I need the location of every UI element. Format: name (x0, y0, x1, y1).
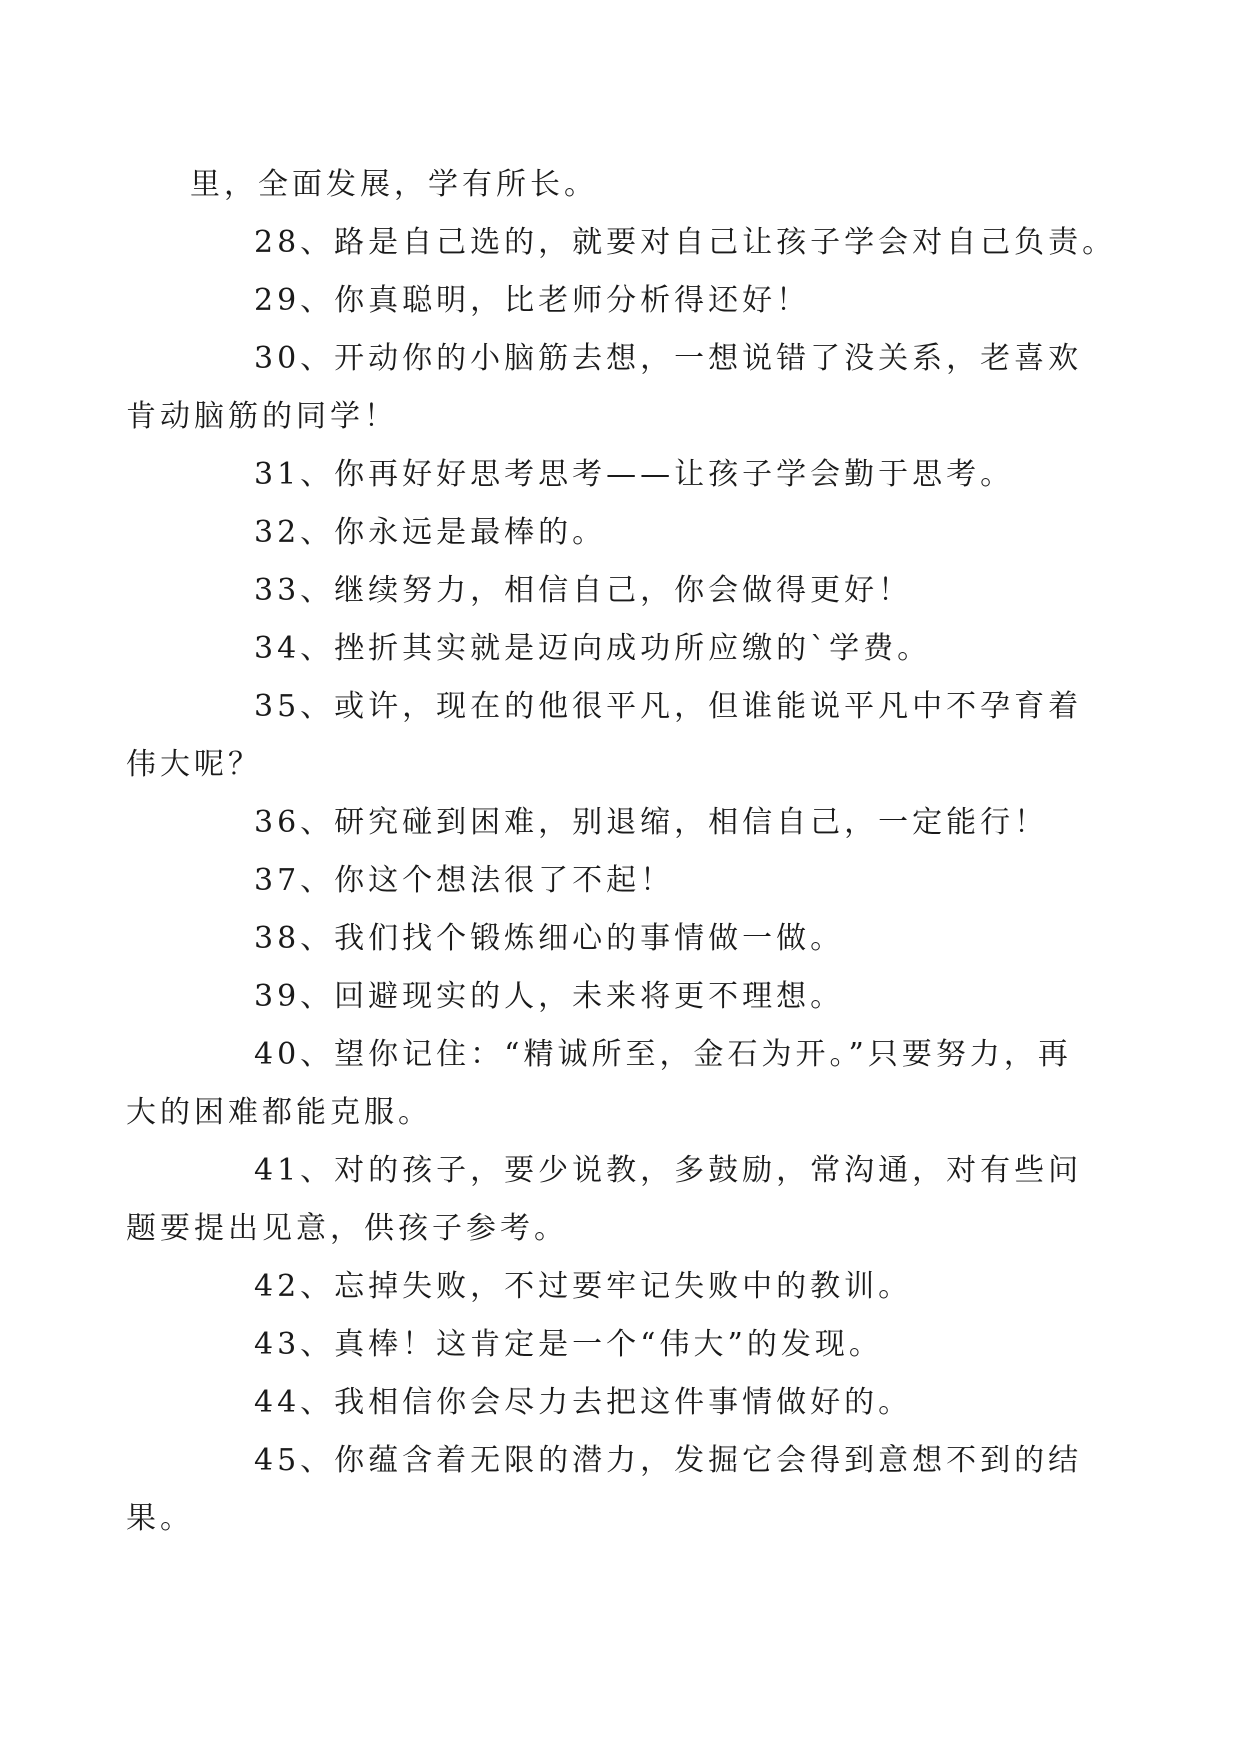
text-line: 42、忘掉失败，不过要牢记失败中的教训。 (254, 1269, 913, 1304)
text-line: 39、回避现实的人，未来将更不理想。 (254, 979, 845, 1014)
text-line: 36、研究碰到困难，别退缩，相信自己，一定能行！ (254, 805, 1049, 840)
list-item-39 (190, 968, 1060, 1026)
text-line: 45、你蕴含着无限的潜力，发掘它会得到意想不到的结 (254, 1443, 1083, 1478)
list-item-33 (190, 562, 1060, 620)
list-item-34 (190, 620, 1060, 678)
list-item-40 (126, 1026, 1072, 1142)
list-item-35 (126, 678, 1083, 794)
text-line: 29、你真聪明，比老师分析得还好！ (254, 283, 811, 318)
text-line: 28、路是自己选的，就要对自己让孩子学会对自己负责。 (254, 225, 1117, 260)
list-item-29 (190, 272, 1060, 330)
paragraph-continued (190, 156, 1060, 214)
list-item-30 (126, 330, 1083, 446)
list-item-42 (190, 1258, 1060, 1316)
text-line: 34、挫折其实就是迈向成功所应缴的`学费。 (254, 631, 932, 666)
list-item-43 (190, 1316, 1060, 1374)
list-item-28 (190, 214, 1117, 272)
text-line: 里，全面发展，学有所长。 (190, 167, 598, 202)
text-line: 41、对的孩子，要少说教，多鼓励，常沟通，对有些问 (254, 1153, 1083, 1188)
text-line: 肯动脑筋的同学！ (126, 399, 398, 434)
text-line: 大的困难都能克服。 (126, 1095, 432, 1130)
text-line: 40、望你记住：“精诚所至，金石为开。”只要努力，再 (254, 1037, 1072, 1072)
text-line: 32、你永远是最棒的。 (254, 515, 607, 550)
text-line: 38、我们找个锻炼细心的事情做一做。 (254, 921, 845, 956)
text-line: 37、你这个想法很了不起！ (254, 863, 675, 898)
list-item-45 (126, 1432, 1083, 1548)
text-line: 题要提出见意，供孩子参考。 (126, 1211, 568, 1246)
list-item-44 (190, 1374, 1060, 1432)
text-line: 30、开动你的小脑筋去想，一想说错了没关系，老喜欢 (254, 341, 1083, 376)
list-item-38 (190, 910, 1060, 968)
list-item-41 (126, 1142, 1083, 1258)
text-line: 伟大呢？ (126, 747, 262, 782)
text-line: 果。 (126, 1501, 194, 1536)
list-item-31 (190, 446, 1060, 504)
document-body (126, 156, 1117, 1548)
list-item-32 (190, 504, 1060, 562)
text-line: 44、我相信你会尽力去把这件事情做好的。 (254, 1385, 913, 1420)
list-item-36 (190, 794, 1060, 852)
list-item-37 (190, 852, 1060, 910)
text-line: 43、真棒！这肯定是一个“伟大”的发现。 (254, 1327, 883, 1362)
text-line: 33、继续努力，相信自己，你会做得更好！ (254, 573, 913, 608)
text-line: 35、或许，现在的他很平凡，但谁能说平凡中不孕育着 (254, 689, 1083, 724)
text-line: 31、你再好好思考思考——让孩子学会勤于思考。 (254, 457, 1015, 492)
